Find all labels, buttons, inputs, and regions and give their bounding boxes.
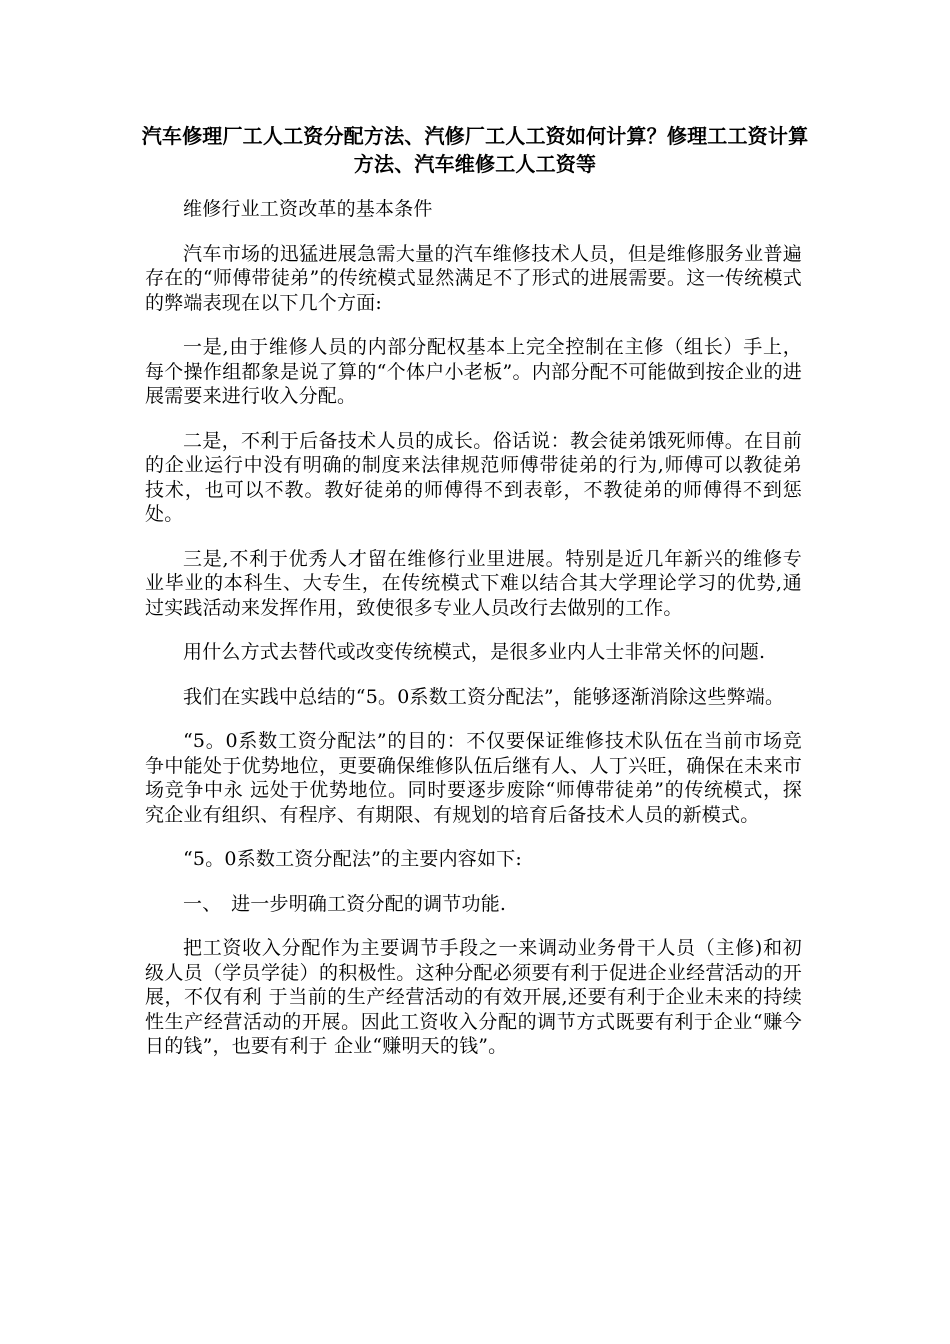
document-title: 汽车修理厂工人工资分配方法、汽修厂工人工资如何计算？修理工工资计算方法、汽车维修工人工资等	[141, 124, 809, 176]
document-body	[145, 197, 802, 1079]
paragraph-main-content-heading: “5。0系数工资分配法”的主要内容如下:	[183, 848, 523, 870]
paragraph-salary-adjustment: 把工资收入分配作为主要调节手段之一来调动业务骨干人员（主修)和初级人员（学员学徒）的积极性。这种分配必须要有利于促进企业经营活动的开展，不仅有利 于当前的生产经营活动的有效开展,还要有利于企业未来的持续性生产经营活动的开展。因此工资收入分配的调节方式既要有利于企业“赚今日的钱”，也要有利于 企业“赚明天的钱”。	[145, 937, 802, 1057]
paragraph-point-two: 二是，不利于后备技术人员的成长。俗话说：教会徒弟饿死师傅。在目前的企业运行中没有明确的制度来法律规范师傅带徒弟的行为,师傅可以教徒弟技术，也可以不教。教好徒弟的师傅得不到表彰，不教徒弟的师傅得不到惩处。	[145, 429, 802, 525]
paragraph-question: 用什么方式去替代或改变传统模式，是很多业内人士非常关怀的问题.	[183, 641, 766, 663]
paragraph-method-intro: 我们在实践中总结的“5。0系数工资分配法”，能够逐渐消除这些弊端。	[183, 685, 785, 708]
section-heading: 维修行业工资改革的基本条件	[183, 198, 433, 220]
paragraph-intro: 汽车市场的迅猛进展急需大量的汽车维修技术人员，但是维修服务业普遍存在的“师傅带徒弟”的传统模式显然满足不了形式的进展需要。这一传统模式的弊端表现在以下几个方面:	[145, 242, 802, 314]
list-item-first-heading: 一、 进一步明确工资分配的调节功能.	[183, 892, 507, 915]
paragraph-point-three: 三是,不利于优秀人才留在维修行业里进展。特别是近几年新兴的维修专业毕业的本科生、大专生，在传统模式下难以结合其大学理论学习的优势,通过实践活动来发挥作用，致使很多专业人员改行去做别的工作。	[145, 547, 802, 619]
paragraph-method-purpose: “5。0系数工资分配法”的目的：不仅要保证维修技术队伍在当前市场竞争中能处于优势地位，更要确保维修队伍后继有人、人丁兴旺，确保在未来市场竞争中永 远处于优势地位。同时要逐步废除“师傅带徒弟”的传统模式，探究企业有组织、有程序、有期限、有规划的培育后备技术人员的新模式。	[145, 730, 802, 826]
paragraph-point-one: 一是,由于维修人员的内部分配权基本上完全控制在主修（组长）手上，每个操作组都象是说了算的“个体户小老板”。内部分配不可能做到按企业的进展需要来进行收入分配。	[145, 336, 802, 407]
